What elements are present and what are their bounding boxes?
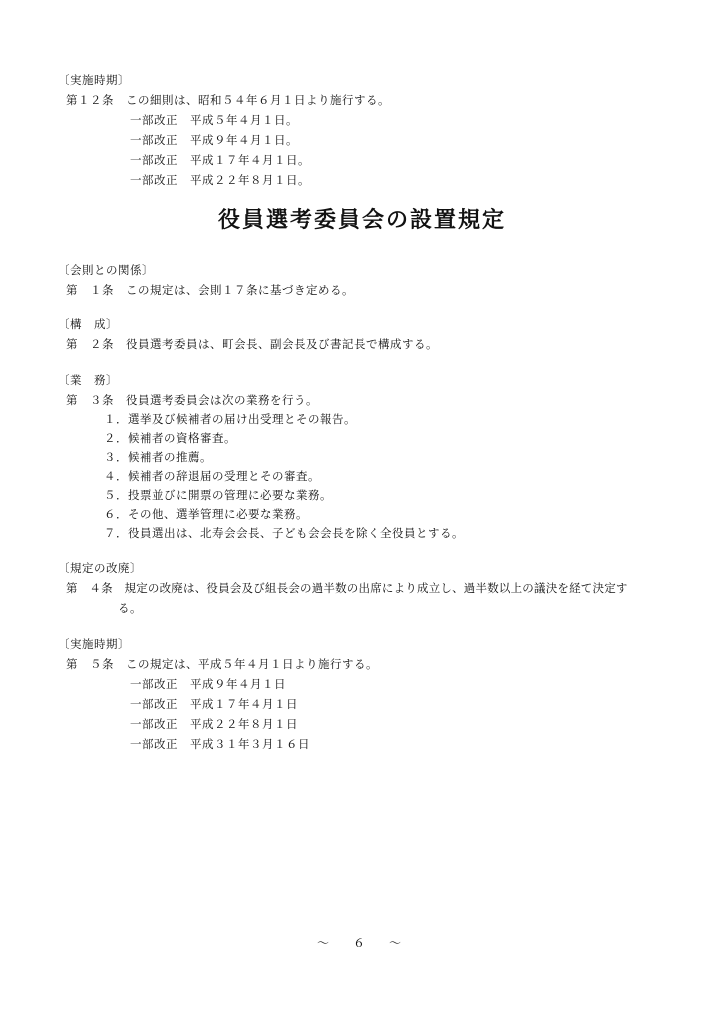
list-item: ４．候補者の辞退届の受理とその審査。 <box>104 469 320 483</box>
amendment-line: 一部改正 平成９年４月１日。 <box>130 133 298 147</box>
article-2: 第 ２条 役員選考委員は、町会長、副会長及び書記長で構成する。 <box>66 337 438 351</box>
section-heading: 〔規定の改廃〕 <box>58 561 142 575</box>
article-4: 第 ４条 規定の改廃は、役員会及び組長会の過半数の出席により成立し、過半数以上の議決を経て決定す <box>66 581 628 595</box>
list-item: ３．候補者の推薦。 <box>104 450 212 464</box>
amendment-line: 一部改正 平成２２年８月１日。 <box>130 173 310 187</box>
article-5: 第 ５条 この規定は、平成５年４月１日より施行する。 <box>66 657 378 671</box>
article-3: 第 ３条 役員選考委員会は次の業務を行う。 <box>66 393 318 407</box>
amendment-line: 一部改正 平成３１年３月１６日 <box>130 737 310 751</box>
amendment-line: 一部改正 平成５年４月１日。 <box>130 113 298 127</box>
page-number: ～ ６ ～ <box>316 936 407 950</box>
amendment-line: 一部改正 平成９年４月１日 <box>130 677 286 691</box>
list-item: １．選挙及び候補者の届け出受理とその報告。 <box>104 412 356 426</box>
amendment-line: 一部改正 平成１７年４月１日 <box>130 697 298 711</box>
article-1: 第 １条 この規定は、会則１７条に基づき定める。 <box>66 283 354 297</box>
article-12: 第１２条 この細則は、昭和５４年６月１日より施行する。 <box>66 93 390 107</box>
amendment-line: 一部改正 平成１７年４月１日。 <box>130 153 310 167</box>
list-item: ６．その他、選挙管理に必要な業務。 <box>104 507 308 521</box>
document-title: 役員選考委員会の設置規定 <box>217 207 506 233</box>
article-4-continuation: る。 <box>118 601 142 615</box>
section-heading: 〔実施時期〕 <box>58 637 130 651</box>
list-item: ５．投票並びに開票の管理に必要な業務。 <box>104 488 332 502</box>
section-heading: 〔会則との関係〕 <box>58 263 154 277</box>
amendment-line: 一部改正 平成２２年８月１日 <box>130 717 298 731</box>
section-heading: 〔構 成〕 <box>58 317 118 331</box>
section-heading: 〔実施時期〕 <box>58 73 130 87</box>
list-item: ２．候補者の資格審査。 <box>104 431 236 445</box>
section-heading: 〔業 務〕 <box>58 373 118 387</box>
list-item: ７．役員選出は、北寿会会長、子ども会会長を除く全役員とする。 <box>104 526 464 540</box>
